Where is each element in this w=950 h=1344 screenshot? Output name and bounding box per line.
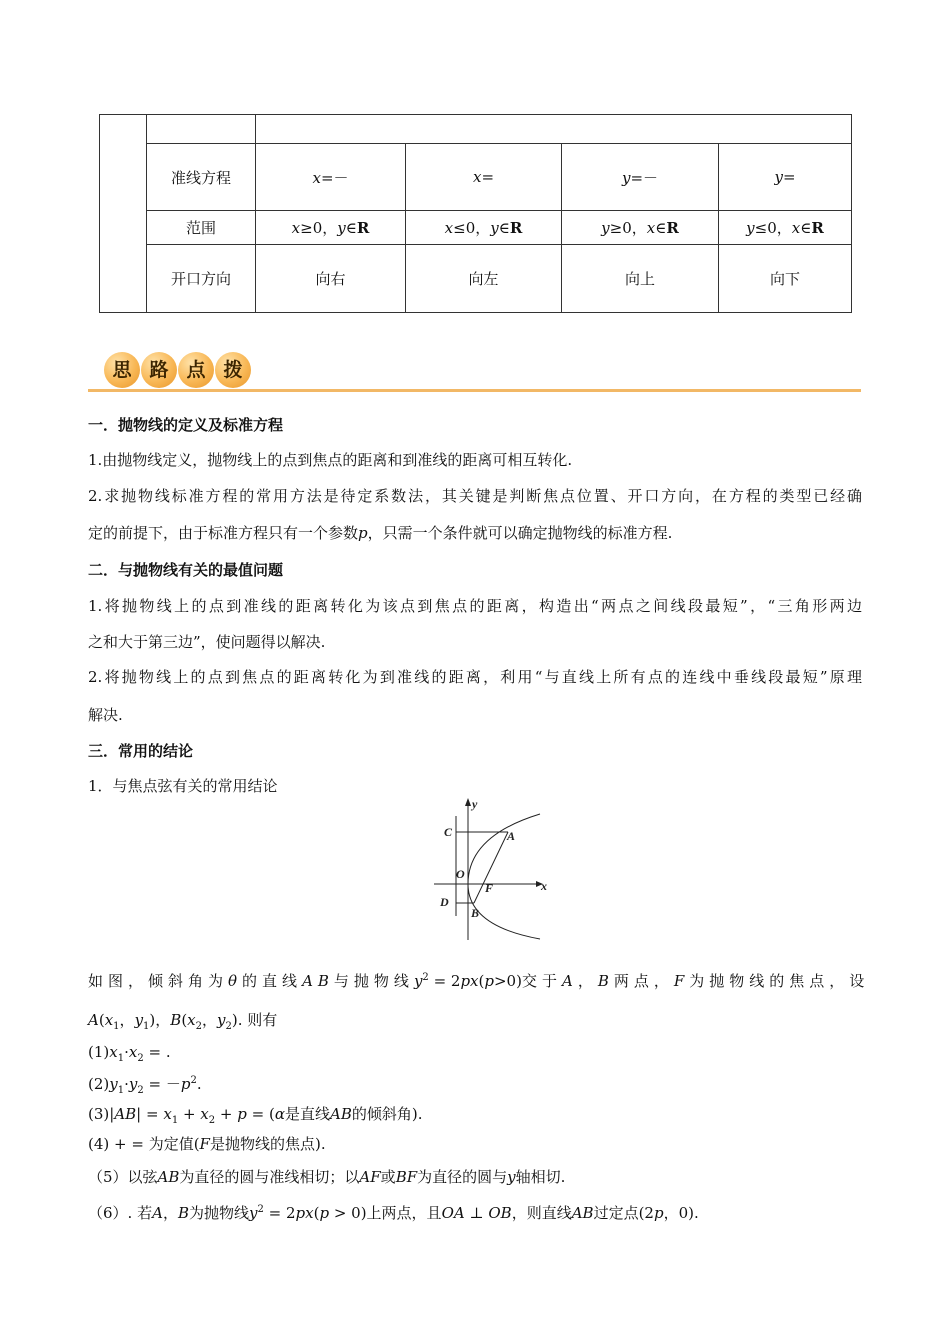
label-x: x [541,879,547,893]
label-O: O [456,867,465,881]
banner-char: 点 [178,352,214,388]
table-cell: 向右 [256,245,406,313]
paragraph: 解决. [88,706,123,724]
paragraph: 定的前提下，由于标准方程只有一个参数p，只需一个条件就可以确定抛物线的标准方程. [88,524,673,542]
y-axis-arrow [465,798,471,806]
table-cell: y=－ [562,144,719,211]
table-cell [256,115,852,144]
label-D: D [440,895,449,909]
paragraph: 2.求抛物线标准方程的常用方法是待定系数法，其关键是判断焦点位置、开口方向，在方程的类型已经确 [88,487,862,505]
table-cell [147,115,256,144]
section-heading: 一．抛物线的定义及标准方程 [88,416,284,434]
table-cell: x≥0，y∈R [256,211,406,245]
table-cell: x≤0，y∈R [406,211,562,245]
banner-char: 路 [141,352,177,388]
banner-char: 思 [104,352,140,388]
table-cell: 向下 [719,245,852,313]
label-A: A [507,829,516,843]
row-label-directrix: 准线方程 [147,144,256,211]
coords-line: $A(x_1$，$y_1$)，$B(x_2$，$y_2$). 则有 [88,1011,278,1032]
table-cell: y≤0，x∈R [719,211,852,245]
table-row [100,245,852,313]
table-row [100,211,852,245]
label-B: B [471,906,480,920]
label-y: y [472,797,478,811]
subheading: 1．与焦点弦有关的常用结论 [88,777,278,795]
table-cell: x= [406,144,562,211]
table-cell: x=－ [256,144,406,211]
result-2: $(2)y_1\cdot y_2 = -p^2$. [88,1075,202,1096]
tips-banner [88,348,861,394]
focal-chord-figure [420,796,560,942]
paragraph: 之和大于第三边”，使问题得以解决. [88,633,326,651]
result-1: $(1)x_1\cdot x_2$ = . [88,1043,171,1064]
banner-rule [88,389,861,392]
row-label-opening: 开口方向 [147,245,256,313]
banner-char: 拨 [215,352,251,388]
result-3: $(3)|AB| = x_1 + x_2 + p = (\alpha$是直线AB的倾斜角). [88,1105,423,1126]
intro-line: 如图，倾斜角为θ的直线AB与抛物线$y^2 = 2px(p>0)$交于A，B两点，F为抛物线的焦点，设 [88,972,870,990]
result-4: (4) + = 为定值(F是抛物线的焦点). [88,1135,326,1153]
label-C: C [444,825,453,839]
table-cell: 向左 [406,245,562,313]
table-cell: y≥0，x∈R [562,211,719,245]
section-heading: 二．与抛物线有关的最值问题 [88,561,284,579]
row-label-range: 范围 [147,211,256,245]
parabola-properties-table [99,114,852,313]
table-row [100,115,852,144]
result-6: （6）. 若A，B为抛物线$y^2 = 2px(p > 0)$上两点，且OA ⊥ OB，则直线AB过定点(2p，0). [88,1204,699,1222]
result-5: （5）以弦AB为直径的圆与准线相切；以AF或BF为直径的圆与y轴相切. [88,1168,566,1186]
parabola-curve [468,814,540,939]
table-cell: 向上 [562,245,719,313]
section-heading: 三．常用的结论 [88,742,194,760]
table-cell: y= [719,144,852,211]
paragraph: 1.由抛物线定义，抛物线上的点到焦点的距离和到准线的距离可相互转化. [88,451,573,469]
label-F: F [485,881,494,895]
table-row [100,144,852,211]
paragraph: 1.将抛物线上的点到准线的距离转化为该点到焦点的距离，构造出“两点之间线段最短”，“三角形两边 [88,597,862,615]
table-side-cell [100,115,147,313]
paragraph: 2.将抛物线上的点到焦点的距离转化为到准线的距离，利用“与直线上所有点的连线中垂线段最短”原理 [88,668,862,686]
